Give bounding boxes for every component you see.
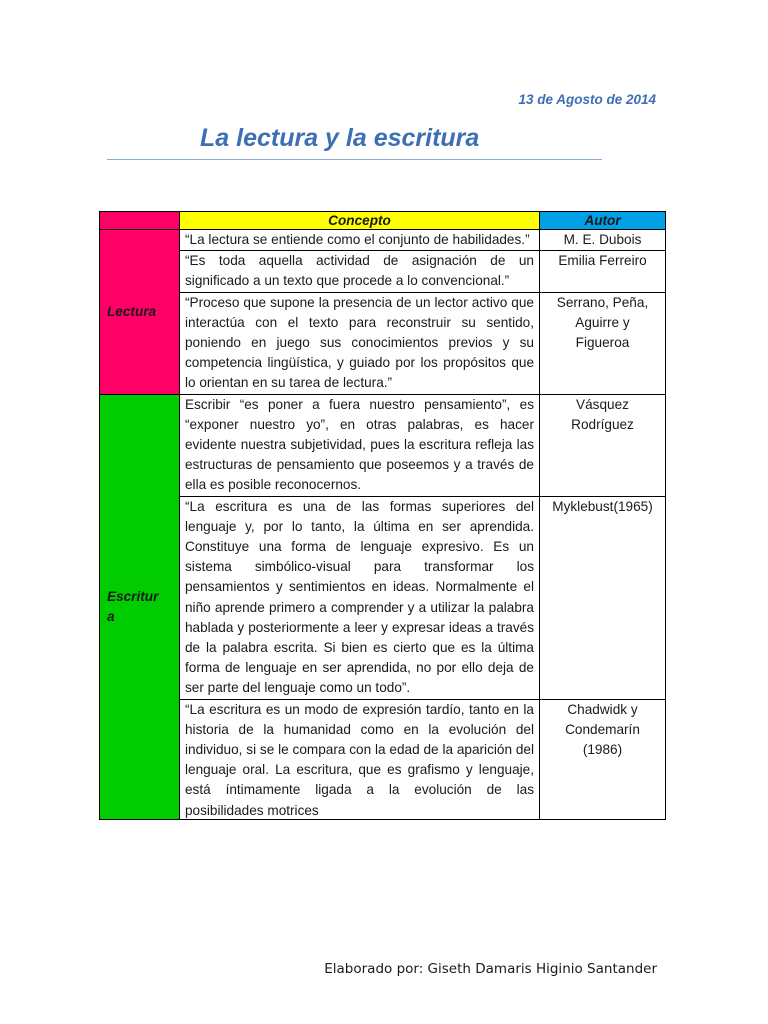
document-date: 13 de Agosto de 2014: [518, 92, 656, 107]
concept-cell: “La escritura es una de las formas superiores del lenguaje y, por lo tanto, la última en ser aprendida. Constituye una forma de lenguaje expresivo. Es un sistema simbólico-visual para transformar los pensamientos y sentimientos en ideas. Normalmente el niño aprende primero a comprender y a utilizar la palabra hablada y posteriormente a leer y expresar ideas a través de la palabra escrita. Si bien es cierto que es la última forma de lenguaje en ser aprendida, no por ello deja de ser parte del lenguaje como un todo”.: [180, 496, 540, 699]
concepts-table: [99, 211, 666, 820]
table-row: [100, 230, 666, 251]
header-concepto: Concepto: [180, 212, 540, 230]
header-category-cell: [100, 212, 180, 230]
concept-cell: “Proceso que supone la presencia de un lector activo que interactúa con el texto para reconstruir su sentido, poniendo en juego sus conocimientos previos y su competencia lingüística, y guiado por los propósitos que lo orientan en su tarea de lectura.”: [180, 292, 540, 394]
concept-cell: “Es toda aquella actividad de asignación de un significado a un texto que procede a lo convencional.”: [180, 251, 540, 292]
table-row: [100, 251, 666, 292]
category-escritura-line2: a: [107, 608, 115, 624]
title-underline: [107, 159, 602, 160]
category-escritura: [100, 394, 180, 819]
footer-author: Elaborado por: Giseth Damaris Higinio Santander: [324, 961, 657, 977]
author-cell: Chadwidk y Condemarín (1986): [540, 699, 666, 819]
table-header-row: [100, 212, 666, 230]
author-cell: Myklebust(1965): [540, 496, 666, 699]
document-title: La lectura y la escritura: [200, 124, 480, 152]
concept-text-clipped: “La escritura es un modo de expresión tardío, tanto en la historia de la humanidad como en la evolución del individuo, si se le compara con la edad de la aparición del lenguaje oral. La escritura, que es grafismo y lenguaje, está íntimamente ligada a la evolución de las posibilidades motrices: [185, 701, 534, 818]
author-cell: Emilia Ferreiro: [540, 251, 666, 292]
concept-cell: “La lectura se entiende como el conjunto de habilidades.”: [180, 230, 540, 251]
table-row: [100, 292, 666, 394]
table-row: [100, 699, 666, 819]
author-cell: Vásquez Rodríguez: [540, 394, 666, 496]
concept-cell: Escribir “es poner a fuera nuestro pensamiento”, es “exponer nuestro yo”, en otras palabras, es hacer evidente nuestra subjetividad, pues la escritura refleja las estructuras de pensamiento que poseemos y a través de ella es posible reconocernos.: [180, 394, 540, 496]
category-lectura: Lectura: [100, 230, 180, 395]
table-row: [100, 394, 666, 496]
category-escritura-line1: Escritur: [107, 588, 159, 604]
concept-cell: [180, 699, 540, 819]
author-cell: Serrano, Peña, Aguirre y Figueroa: [540, 292, 666, 394]
header-autor: Autor: [540, 212, 666, 230]
table-row: [100, 496, 666, 699]
author-cell: M. E. Dubois: [540, 230, 666, 251]
